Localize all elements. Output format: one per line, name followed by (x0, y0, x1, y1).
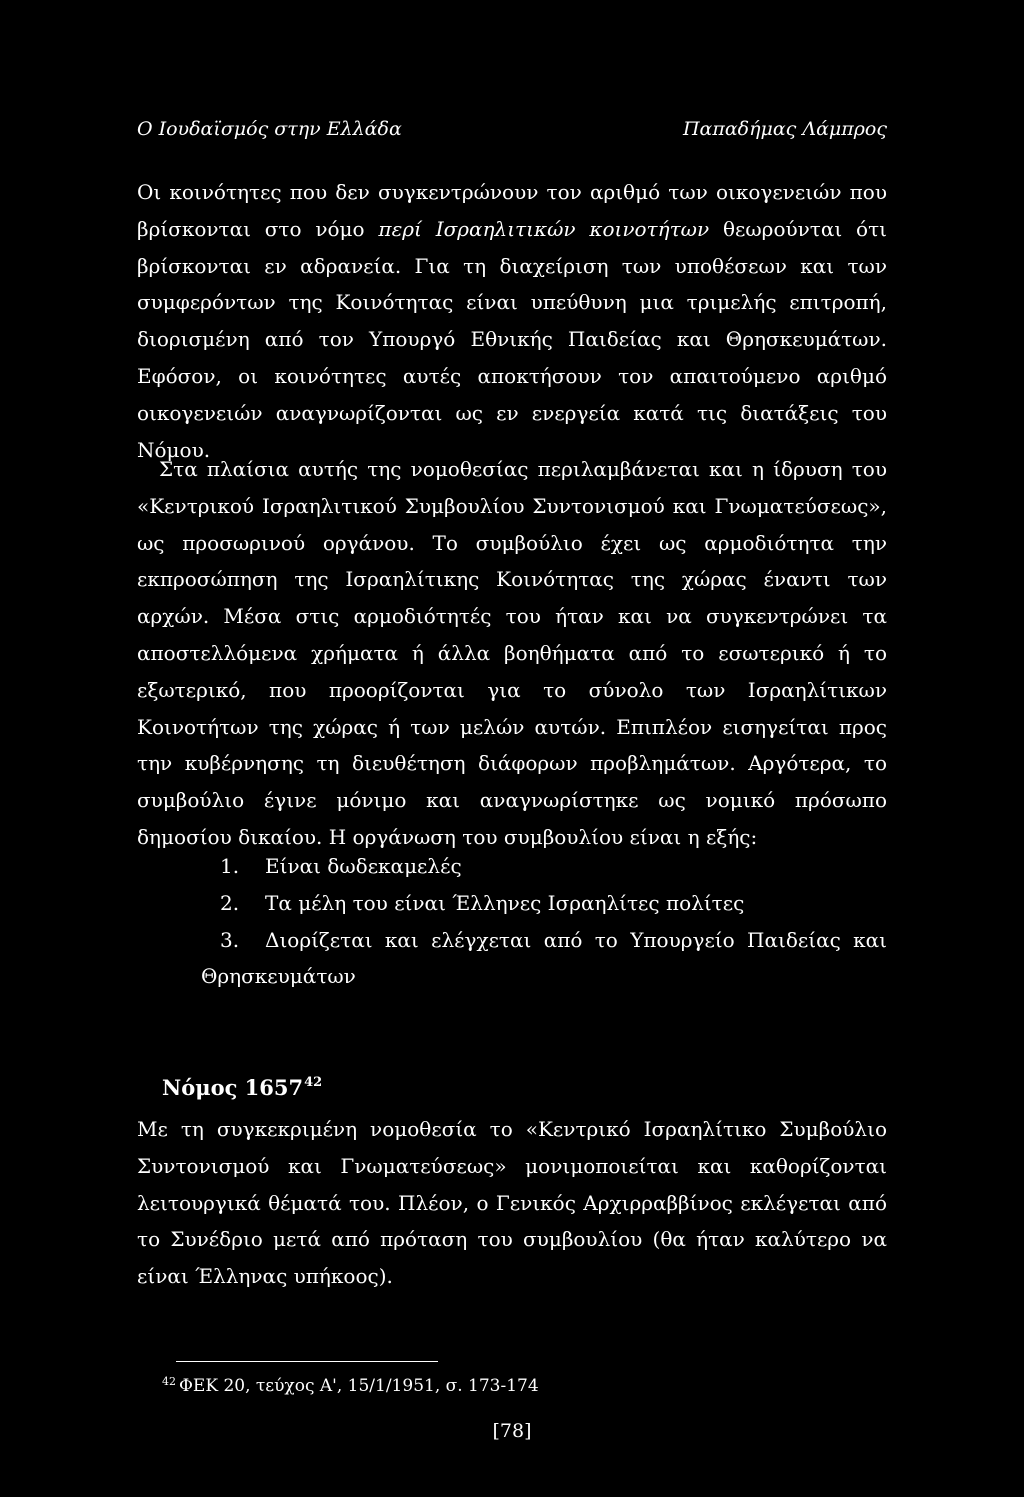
list-item-text: Τα μέλη του είναι Έλληνες Ισραηλίτες πολίτες (265, 890, 745, 915)
section-heading (162, 1075, 322, 1100)
list-item (137, 848, 887, 885)
list-word: το (594, 927, 618, 952)
section-heading-text: Νόμος 1657 (162, 1075, 304, 1100)
footnote-text: ΦΕΚ 20, τεύχος Α', 15/1/1951, σ. 173-174 (179, 1376, 539, 1396)
list-item-text: Είναι δωδεκαμελές (265, 854, 462, 878)
paragraph-inactive-communities (137, 174, 887, 468)
paragraph-law-1657 (137, 1111, 887, 1295)
list-word: από (543, 927, 583, 952)
list-word: Υπουργείο (630, 927, 735, 952)
list-item (137, 922, 887, 959)
council-organization-list (137, 848, 887, 995)
header-author: Παπαδήμας Λάμπρος (682, 118, 887, 140)
header-book-title: Ο Ιουδαϊσμός στην Ελλάδα (137, 118, 402, 140)
paragraph-central-council (137, 451, 887, 856)
list-word: ελέγχεται (431, 927, 532, 952)
paragraph3-text: Με τη συγκεκριμένη νομοθεσία το «Κεντρικό Ισραηλίτικο Συμβούλιο Συντονισμού και Γνωματεύσεως» μονιμοποιείται και καθορίζονται λειτουργικά θέματά του. Πλέον, ο Γενικός Αρχιρραββίνος εκλέγεται από το Συνέδριο μετά από πρόταση του συμβουλίου (θα ήταν καλύτερο να είναι Έλληνας υπήκοος). (137, 1117, 887, 1289)
paragraph1-text-end: θεωρούνται ότι βρίσκονται εν αδρανεία. Για τη διαχείριση των υποθέσεων και των συμφερόντων της Κοινότητας είναι υπεύθυνη μια τριμελής επιτροπή, διορισμένη από τον Υπουργό Εθνικής Παιδείας και Θρησκευμάτων. Εφόσον, οι κοινότητες αυτές αποκτήσουν τον απαιτούμενο αριθμό οικογενειών αναγνωρίζονται ως εν ενεργεία κατά τις διατάξεις του Νόμου. (137, 216, 887, 462)
running-header (137, 118, 887, 148)
list-word: και (384, 927, 419, 952)
list-item-number: 1. (220, 854, 240, 878)
paragraph1-text-start: Οι κοινότητες που δεν συγκεντρώνουν τον αριθμό των οικογενειών που βρίσκονται στο νόμο (137, 180, 887, 241)
list-word: και (853, 927, 887, 952)
page-number: [78] (492, 1420, 532, 1442)
list-item-number: 3. (220, 927, 240, 952)
list-item-text (265, 922, 887, 959)
list-item-number: 2. (220, 890, 240, 915)
list-word: Παιδείας (747, 927, 841, 952)
footnote (162, 1375, 539, 1396)
list-word: Διορίζεται (265, 927, 373, 952)
list-item (137, 885, 887, 922)
footnote-reference[interactable]: 42 (304, 1075, 323, 1090)
footnote-divider (176, 1361, 438, 1362)
footnote-marker: 42 (162, 1375, 176, 1388)
paragraph2-text: Στα πλαίσια αυτής της νομοθεσίας περιλαμβάνεται και η ίδρυση του «Κεντρικού Ισραηλιτικού Συμβουλίου Συντονισμού και Γνωματεύσεως», ως προσωρινού οργάνου. Το συμβούλιο έχει ως αρμοδιότητα την εκπροσώπηση της Ισραηλίτικης Κοινότητας της χώρας έναντι των αρχών. Μέσα στις αρμοδιότητές του ήταν και να συγκεντρώνει τα αποστελλόμενα χρήματα ή άλλα βοηθήματα από το εσωτερικό ή το εξωτερικό, που προορίζονται για το σύνολο των Ισραηλίτικων Κοινοτήτων της χώρας ή των μελών αυτών. Επιπλέον εισηγείται προς την κυβέρνησης τη διευθέτηση διάφορων προβλημάτων. Αργότερα, το συμβούλιο έγινε μόνιμο και αναγνωρίστηκε ως νομικό πρόσωπο δημοσίου δικαίου. Η οργάνωση του συμβουλίου είναι η εξής: (137, 457, 887, 849)
law-title-italic: περί Ισραηλιτικών κοινοτήτων (378, 216, 710, 241)
list-item-continuation: Θρησκευμάτων (201, 964, 356, 989)
